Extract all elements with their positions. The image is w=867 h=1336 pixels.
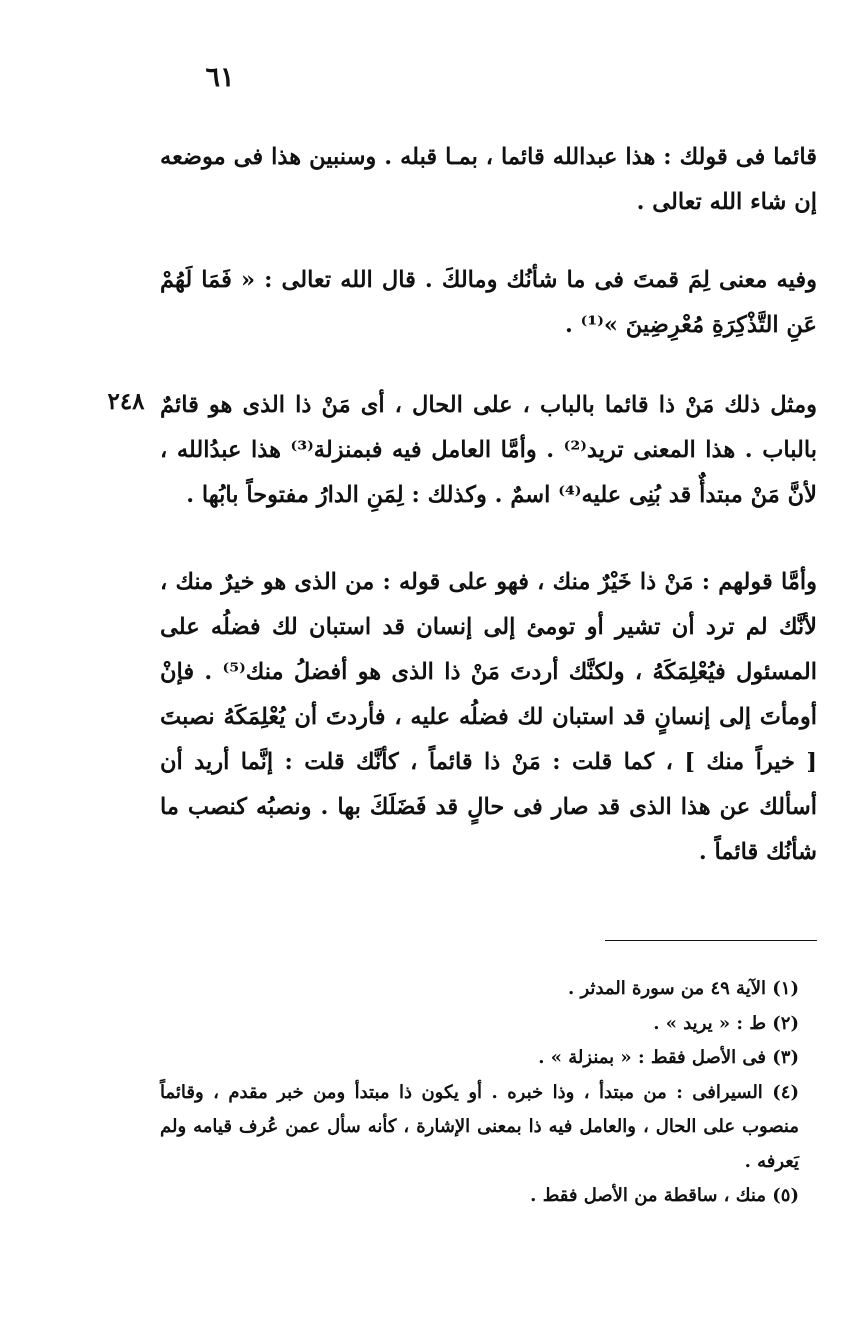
footnote-number: (١): [772, 978, 799, 999]
footnote-text: الآية ٤٩ من سورة المدثر .: [567, 978, 766, 999]
footnote-number: (٤): [772, 1081, 799, 1103]
footnote-text: السيرافى : من مبتدأ ، وذا خبره . أو يكون ذا مبتدأ ومن خبر مقدم ، وقائماً منصوب على الحال ، والعامل فيه ذا بمعنى الإشارة ، كأنه سأل عمن عُرف قيامه ولم يَعرفه .: [160, 1081, 799, 1172]
paragraph-3: ومثل ذلك مَنْ ذا قائما بالباب ، على الحال ، أى مَنْ ذا الذى هو قائمٌ بالباب . هذا المعنى تريد⁽²⁾ . وأمَّا العامل فيه فبمنزلة⁽³⁾ هذا عبدُالله ، لأنَّ مَنْ مبتدأٌ قد بُنِى عليه⁽⁴⁾ اسمٌ . وكذلك : لِمَنِ الدارُ مفتوحاً بابُها .: [160, 392, 817, 508]
footnote-number: (٢): [772, 1012, 799, 1034]
paragraph-1: قائما فى قولك : هذا عبدالله قائما ، بمـا قبله . وسنبين هذا فى موضعه إن شاء الله تعالى .: [160, 144, 817, 215]
page-number: ٦١: [205, 62, 235, 93]
footnote-text: منك ، ساقطة من الأصل فقط .: [530, 1185, 766, 1206]
footnote-text: ط : « يريد » .: [653, 1012, 766, 1034]
footnote-number: (٣): [772, 1047, 799, 1068]
section-number: ٢٤٨: [107, 388, 145, 415]
paragraph-4: وأمَّا قولهم : مَنْ ذا خَيْرٌ منك ، فهو على قوله : من الذى هو خيرٌ منك ، لأنَّك لم ترد أن تشير أو تومئ إلى إنسان قد استبان لك فضلُه على المسئول فيُعْلِمَكَهُ ، ولكنَّك أردتَ مَنْ ذا الذى هو أفضلُ منك⁽⁵⁾ . فإنْ أومأتَ إلى إنسانٍ قد استبان لك فضلُه عليه ، فأردتَ أن يُعْلِمَكَهُ نصبتَ [ خيراً منك ] ، كما قلت : مَنْ ذا قائماً ، كأنَّك قلت : إنَّما أريد أن أسألك عن هذا الذى قد صار فى حالٍ قد فَضَلَكَ بها . ونصبُه كنصب ما شأنُك قائماً .: [160, 569, 817, 865]
footnote-3: [160, 1041, 817, 1076]
footnote-1: [160, 972, 817, 1007]
footnote-number: (٥): [772, 1185, 799, 1206]
footnote-divider: [605, 940, 817, 941]
paragraph-2: وفيه معنى لِمَ قمتَ فى ما شأنُك ومالكَ . قال الله تعالى : « فَمَا لَهُمْ عَنِ التَّذْكِرَةِ مُعْرِضِينَ »⁽¹⁾ .: [160, 267, 817, 338]
footnote-2: [160, 1007, 817, 1042]
footnote-text: فى الأصل فقط : « بمنزلة » .: [538, 1047, 766, 1068]
footnote-4: [160, 1076, 817, 1180]
footnotes: [160, 972, 817, 1214]
footnote-5: [160, 1179, 817, 1214]
